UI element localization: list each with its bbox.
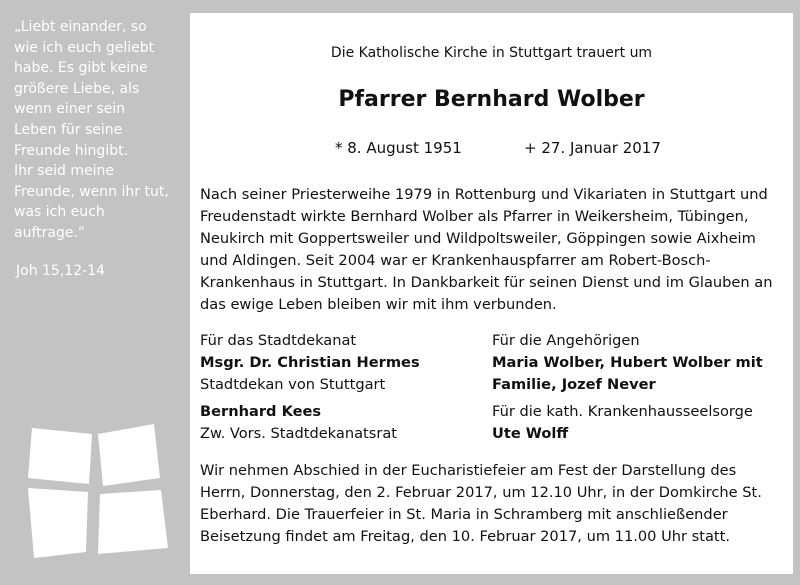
signatory-role: Zw. Vors. Stadtdekanatsrat — [200, 425, 398, 442]
signatories-left — [200, 330, 490, 445]
signatory-name: Ute Wolff — [492, 425, 569, 442]
quote-sidebar — [0, 0, 190, 585]
signatory-name: Msgr. Dr. Christian Hermes — [200, 354, 420, 371]
cross-window-icon — [28, 418, 174, 560]
signatories-right — [492, 330, 792, 445]
deceased-name: Pfarrer Bernhard Wolber — [338, 87, 645, 112]
biography: Nach seiner Priesterweihe 1979 in Rottenburg und Vikariaten in Stuttgart und Freudenstadt wirkte Bernhard Wolber als Pfarrer in Weikersheim, Tübingen, Neukirch mit Goppertsweiler und Wildpoltsweiler, Göppingen sowie Aixheim und Aldingen. Seit 2004 war er Krankenhauspfarrer am Robert-Bosch-Krankenhaus in Stuttgart. In Dankbarkeit für seinen Dienst und im Glauben an das ewige Leben bleiben wir mit ihm verbunden. — [200, 186, 773, 313]
death-date: + 27. Januar 2017 — [524, 139, 661, 157]
obituary-panel — [190, 13, 793, 574]
birth-date: * 8. August 1951 — [335, 139, 462, 157]
family-names: Maria Wolber, Hubert Wolber mit Familie, Jozef Never — [492, 354, 763, 393]
signatory-name: Bernhard Kees — [200, 403, 322, 420]
signatory-role: Stadtdekan von Stuttgart — [200, 376, 386, 393]
signatory-heading: Für das Stadtdekanat — [200, 332, 357, 349]
headline: Die Katholische Kirche in Stuttgart trauert um — [330, 45, 653, 61]
bible-reference: Joh 15,12-14 — [16, 263, 105, 279]
signatory-heading: Für die Angehörigen — [492, 332, 640, 349]
signatory-heading: Für die kath. Krankenhausseelsorge — [492, 403, 753, 420]
bible-quote: „Liebt einander, so wie ich euch geliebt habe. Es gibt keine größere Liebe, als wenn einer sein Leben für seine Freunde hingibt. Ihr seid meine Freunde, wenn ihr tut, was ich euch auftrage.“ — [14, 19, 169, 241]
farewell-notice: Wir nehmen Abschied in der Eucharistiefeier am Fest der Darstellung des Herrn, Donnerstag, den 2. Februar 2017, um 12.10 Uhr, in der Domkirche St. Eberhard. Die Trauerfeier in St. Maria in Schramberg mit anschließender Beisetzung findet am Freitag, den 10. Februar 2017, um 11.00 Uhr statt. — [200, 462, 762, 545]
